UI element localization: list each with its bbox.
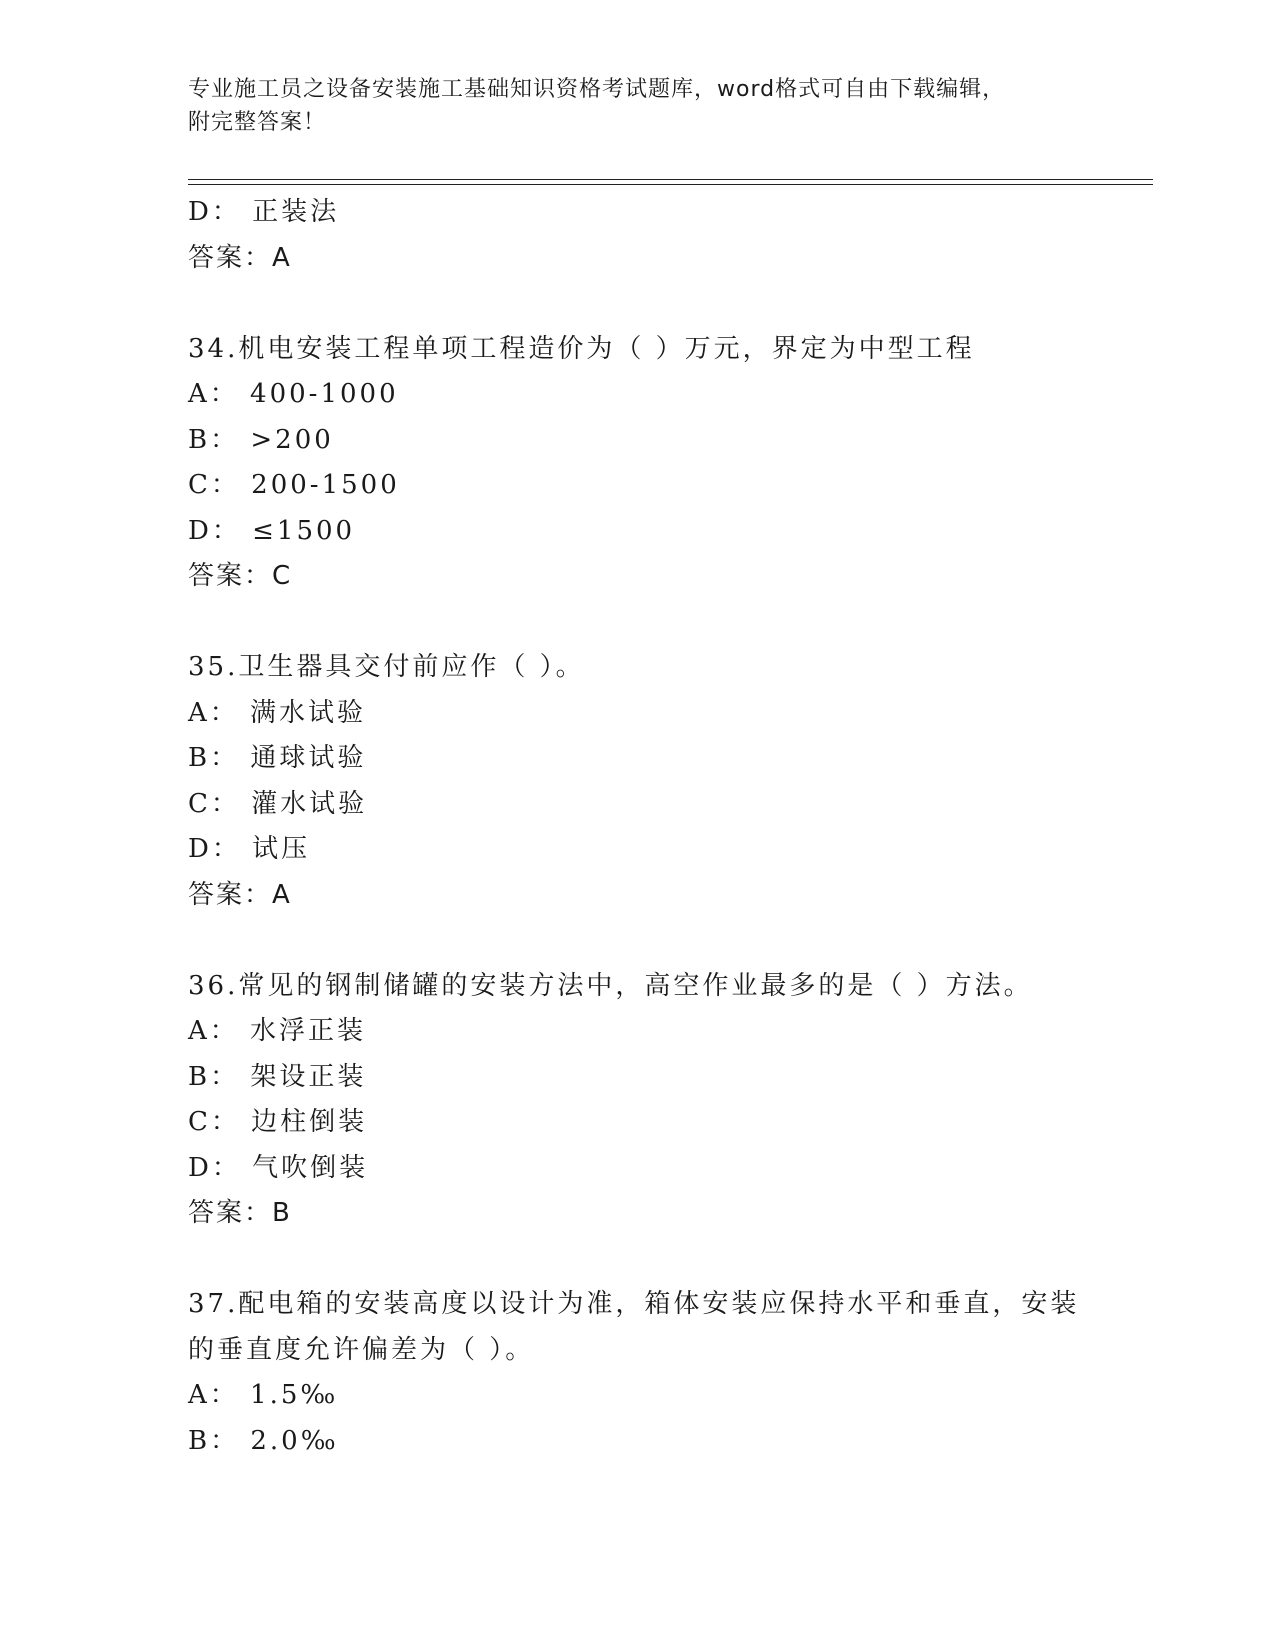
question-stem: 36.常见的钢制储罐的安装方法中，高空作业最多的是（ ）方法。 bbox=[188, 970, 1033, 1001]
header-line-1: 专业施工员之设备安装施工基础知识资格考试题库，word格式可自由下载编辑， bbox=[188, 77, 1006, 102]
option-a: A： 400-1000 bbox=[188, 379, 399, 409]
question-34 bbox=[188, 327, 1088, 600]
question-36 bbox=[188, 964, 1088, 1237]
question-list bbox=[188, 190, 1088, 1464]
option-c: C： 200-1500 bbox=[188, 470, 400, 500]
question-stem-line-1: 37.配电箱的安装高度以设计为准，箱体安装应保持水平和垂直，安装 bbox=[188, 1289, 1080, 1319]
question-stem-line-2: 的垂直度允许偏差为（ ）。 bbox=[188, 1334, 535, 1365]
option-b: B： 架设正装 bbox=[188, 1061, 367, 1092]
option-b: B： 通球试验 bbox=[188, 743, 367, 773]
question-37 bbox=[188, 1282, 1088, 1464]
previous-question-fragment bbox=[188, 190, 1088, 281]
option-d: D： 气吹倒装 bbox=[188, 1152, 369, 1183]
answer-line: 答案：C bbox=[188, 561, 293, 591]
document-header bbox=[188, 73, 1088, 139]
option-a: A： 满水试验 bbox=[188, 697, 367, 728]
option-b: B： 2.0‰ bbox=[188, 1425, 339, 1456]
answer-line: 答案：B bbox=[188, 1198, 292, 1228]
header-divider-top bbox=[188, 179, 1153, 180]
answer-line: 答案：A bbox=[188, 879, 292, 910]
option-d: D： 正装法 bbox=[188, 197, 340, 227]
option-d: D： ≤1500 bbox=[188, 515, 356, 546]
option-a: A： 1.5‰ bbox=[188, 1380, 339, 1410]
option-c: C： 灌水试验 bbox=[188, 788, 368, 819]
option-b: B： >200 bbox=[188, 424, 334, 455]
question-stem: 35.卫生器具交付前应作（ ）。 bbox=[188, 652, 585, 682]
question-35 bbox=[188, 645, 1088, 918]
option-d: D： 试压 bbox=[188, 834, 311, 864]
option-a: A： 水浮正装 bbox=[188, 1016, 367, 1046]
option-c: C： 边柱倒装 bbox=[188, 1107, 368, 1137]
header-line-2: 附完整答案！ bbox=[188, 110, 327, 135]
answer-line: 答案：A bbox=[188, 242, 292, 273]
header-divider-bottom bbox=[188, 184, 1153, 185]
question-stem: 34.机电安装工程单项工程造价为（ ）万元，界定为中型工程 bbox=[188, 333, 975, 364]
